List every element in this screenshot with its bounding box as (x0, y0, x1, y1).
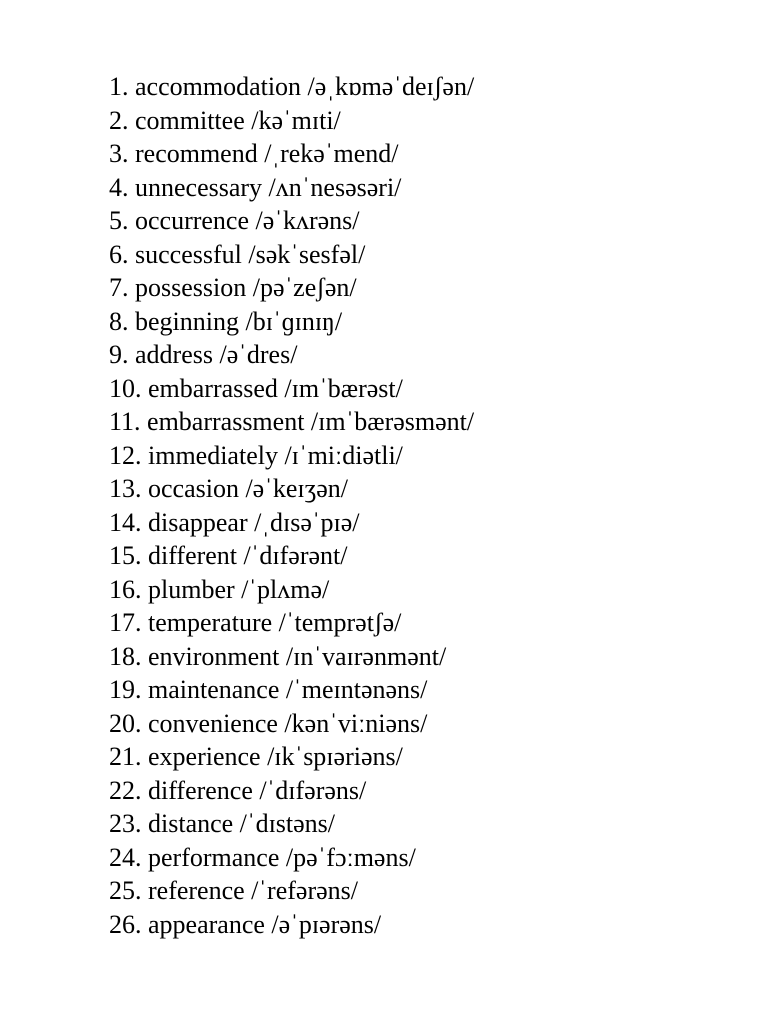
list-item: 18. environment /ɪnˈvaɪrənmənt/ (109, 641, 447, 671)
list-item: 23. distance /ˈdɪstəns/ (109, 809, 336, 838)
list-item: 7. possession /pəˈzeʃən/ (109, 273, 357, 302)
list-item: 8. beginning /bɪˈɡɪnɪŋ/ (109, 306, 343, 336)
list-item: 21. experience /ɪkˈspɪəriəns/ (109, 742, 403, 771)
list-item: 15. different /ˈdɪfərənt/ (109, 541, 348, 570)
list-item: 14. disappear /ˌdɪsəˈpɪə/ (109, 507, 360, 537)
word-list (109, 70, 474, 941)
list-item: 24. performance /pəˈfɔːməns/ (109, 842, 416, 872)
list-item: 1. accommodation /əˌkɒməˈdeɪʃən/ (109, 72, 475, 101)
list-item: 2. committee /kəˈmɪti/ (109, 105, 341, 135)
list-item: 4. unnecessary /ʌnˈnesəsəri/ (109, 172, 402, 202)
list-item: 20. convenience /kənˈviːniəns/ (109, 708, 428, 738)
list-item: 9. address /əˈdres/ (109, 340, 298, 369)
list-item: 10. embarrassed /ɪmˈbærəst/ (109, 373, 403, 403)
list-item: 3. recommend /ˌrekəˈmend/ (109, 139, 399, 168)
list-item: 25. reference /ˈrefərəns/ (109, 876, 358, 905)
list-item: 26. appearance /əˈpɪərəns/ (109, 909, 382, 939)
list-item: 16. plumber /ˈplʌmə/ (109, 574, 330, 604)
list-item: 5. occurrence /əˈkʌrəns/ (109, 206, 360, 235)
list-item: 6. successful /səkˈsesfəl/ (109, 239, 366, 269)
list-item: 12. immediately /ɪˈmiːdiətli/ (109, 440, 403, 470)
list-item: 19. maintenance /ˈmeɪntənəns/ (109, 675, 428, 704)
list-item: 22. difference /ˈdɪfərəns/ (109, 775, 367, 805)
list-item: 17. temperature /ˈtemprətʃə/ (109, 608, 402, 637)
list-item: 13. occasion /əˈkeɪʒən/ (109, 474, 348, 503)
list-item: 11. embarrassment /ɪmˈbærəsmənt/ (109, 407, 475, 436)
